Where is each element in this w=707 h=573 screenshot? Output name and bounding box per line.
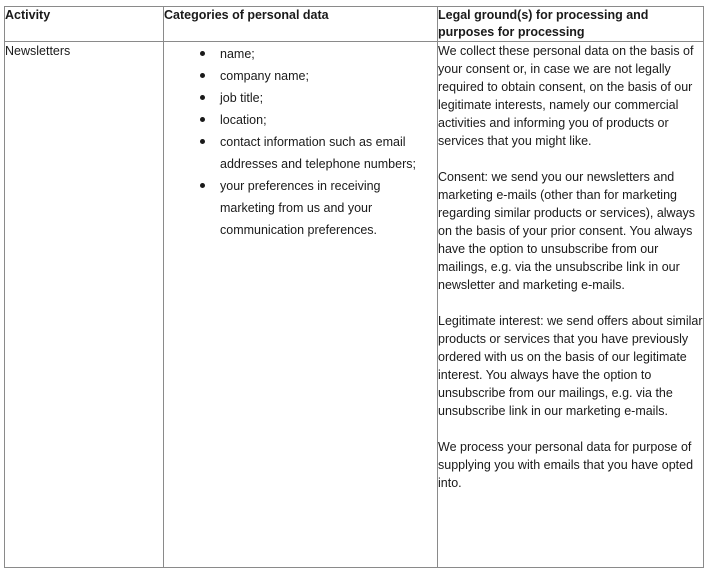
categories-list	[164, 42, 437, 241]
list-item	[164, 43, 437, 65]
header-categories: Categories of personal data	[164, 7, 438, 42]
legal-paragraph: Consent: we send you our newsletters and marketing e-mails (other than for marketing regarding similar products or services), always on the basis of your prior consent. You always have the option to unsubscribe from our mailings, e.g. via the unsubscribe link in our newsletter and marketing e-mails.	[438, 170, 696, 292]
list-item-text: contact information such as email addresses and telephone numbers;	[220, 135, 416, 171]
bullet-icon	[200, 117, 205, 122]
list-item-text: name;	[220, 47, 255, 61]
list-item-text: your preferences in receiving marketing from us and your communication preferences.	[220, 179, 381, 237]
list-item-text: location;	[220, 113, 267, 127]
list-item	[164, 87, 437, 109]
activity-cell: Newsletters	[5, 42, 164, 568]
list-item	[164, 131, 437, 175]
legal-paragraph: We collect these personal data on the basis of your consent or, in case we are not legally required to obtain consent, on the basis of our legitimate interests, namely our commercial activities and informing you of products or services that you might like.	[438, 44, 694, 148]
table-row	[5, 42, 704, 568]
bullet-icon	[200, 51, 205, 56]
header-legal-grounds: Legal ground(s) for processing and purposes for processing	[438, 7, 704, 42]
header-activity: Activity	[5, 7, 164, 42]
legal-paragraph: We process your personal data for purpose of supplying you with emails that you have opted into.	[438, 440, 694, 490]
bullet-icon	[200, 183, 205, 188]
categories-cell	[164, 42, 438, 568]
list-item-text: job title;	[220, 91, 264, 105]
list-item	[164, 109, 437, 131]
personal-data-table	[4, 6, 704, 568]
bullet-icon	[200, 139, 205, 144]
table-header-row	[5, 7, 704, 42]
list-item-text: company name;	[220, 69, 309, 83]
legal-grounds-cell	[438, 42, 704, 568]
legal-paragraph: Legitimate interest: we send offers about similar products or services that you have previously ordered with us on the basis of our legitimate interest. You always have the option to unsubscribe from our mailings, e.g. via the unsubscribe link in our marketing e-mails.	[438, 314, 703, 418]
bullet-icon	[200, 95, 205, 100]
list-item	[164, 65, 437, 87]
list-item	[164, 175, 437, 241]
bullet-icon	[200, 73, 205, 78]
